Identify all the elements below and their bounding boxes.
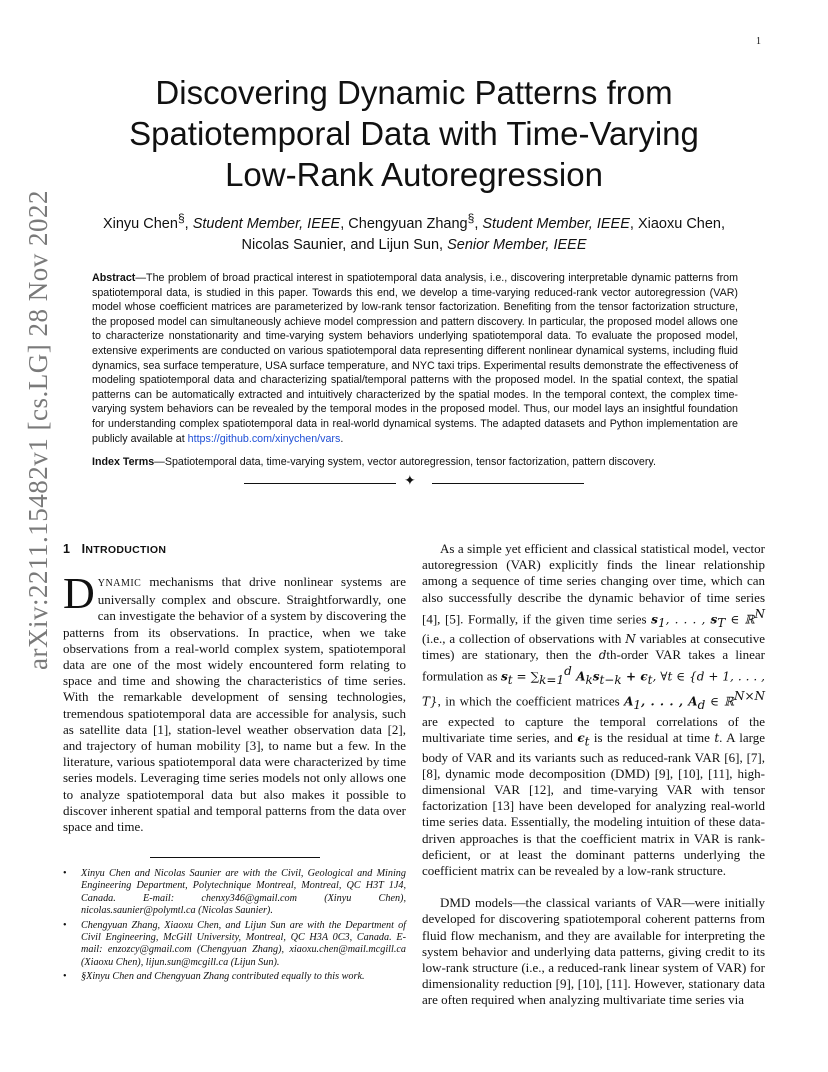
page-number: 1 xyxy=(756,36,761,47)
author-name: Xiaoxu Chen xyxy=(637,215,721,232)
abstract-end: . xyxy=(340,432,344,445)
author-role: Student Member, IEEE xyxy=(482,215,630,232)
math-subscript: t xyxy=(584,734,590,749)
index-terms xyxy=(92,455,738,470)
math-text: ∈ ℝ xyxy=(725,612,755,627)
footnote-item xyxy=(63,971,406,983)
paragraph-text: , in which the coefficient matrices xyxy=(437,693,625,709)
drop-cap: D xyxy=(63,569,95,618)
footnote-item xyxy=(63,920,406,970)
paragraph-text: th-order VAR takes a linear formulation as xyxy=(422,647,765,684)
math-text: N xyxy=(625,631,636,646)
math-series-symbol: s xyxy=(651,612,658,627)
math-text: , . . . , A xyxy=(641,694,698,709)
paragraph-text: . A large body of VAR and its variants such as reduced-rank VAR [6], [7], [8], dynamic mode decomposition (DMD) [9], [10], [11], high-dimensional VAR [12], and time-varying VAR with tensor factorization [13] have been developed for analyzing real-world time series data. Essentially, the modeling intuition of these data-driven approaches is that the coefficient matrix in VAR is rank-deficient, or at least the dominant patterns underlying the coefficient matrix can be revealed by a low-rank structure. xyxy=(422,729,765,879)
section-title-initial: I xyxy=(81,542,86,556)
math-text: A xyxy=(624,694,634,709)
author-name: Chengyuan Zhang xyxy=(348,215,468,232)
footnote-item xyxy=(63,868,406,918)
math-subscript: d xyxy=(697,698,706,713)
footnote-text: Xinyu Chen and Nicolas Saunier are with the Civil, Geological and Mining Engineering Department, Polytechnique Montreal, Montreal, QC H3T 1J4, Canada. E-mail: chenxy346@gmail.com (Xinyu Chen), nicolas.saunier@polymtl.ca (Nicolas Saunier). xyxy=(81,868,406,917)
bullet-icon: • xyxy=(63,919,67,931)
paper-title xyxy=(100,72,728,195)
separator-diamond-icon: ✦ xyxy=(404,474,416,489)
math-text: + ϵ xyxy=(621,669,648,684)
abstract xyxy=(92,271,738,446)
math-subscript: t xyxy=(647,673,653,688)
math-superscript: N xyxy=(754,606,765,621)
section-number: 1 xyxy=(63,542,71,556)
section-separator xyxy=(244,476,584,492)
math-text: = ∑ xyxy=(512,669,540,684)
math-text: s xyxy=(592,669,600,684)
lead-small-caps: YNAMIC xyxy=(97,578,142,589)
math-text: ∈ ℝ xyxy=(705,694,734,709)
arxiv-identifier-stamp: arXiv:2211.15482v1 [cs.LG] 28 Nov 2022 xyxy=(23,190,53,670)
author-role: Senior Member, IEEE xyxy=(447,236,587,253)
math-equation: s xyxy=(501,669,508,684)
math-superscript: N×N xyxy=(733,689,765,704)
math-text: t xyxy=(714,730,720,745)
author-conjunction: and xyxy=(350,236,375,253)
author-role: Student Member, IEEE xyxy=(192,215,341,232)
math-text: ϵ xyxy=(577,730,585,745)
title-line-2: Spatiotemporal Data with Time-Varying xyxy=(129,115,699,152)
equal-contribution-mark: § xyxy=(467,211,475,225)
code-repository-link[interactable]: https://github.com/xinychen/vars xyxy=(187,432,341,445)
paragraph-text: is the residual at time xyxy=(589,729,715,745)
math-series-symbol: s xyxy=(710,612,718,627)
dmd-paragraph: DMD models—the classical variants of VAR—were initially developed for discovering spatiotemporal coherent patterns from fluid flow mechanism, and they are available for interpreting the system behavior and underlying data patterns, giving credit to its low-rank structure (i.e., a reduced-rank linear system of VAR) for dimensionality reduction [9], [10], [11]. However, stationary data are often required when analyzing multivariate time series via xyxy=(422,895,765,1008)
math-text: , ∀t ∈ {d + 1, . . . , T} xyxy=(422,669,765,709)
author-line-1: Xinyu Chen§, Student Member, IEEE, Chengyuan Zhang§, Student Member, IEEE, Xiaoxu Chen, xyxy=(102,211,726,232)
author-list xyxy=(70,208,758,256)
title-line-1: Discovering Dynamic Patterns from xyxy=(155,74,673,111)
abstract-label: Abstract xyxy=(92,272,136,284)
footnote-text: Chengyuan Zhang, Xiaoxu Chen, and Lijun Sun are with the Department of Civil Engineering, McGill University, Montreal, QC H3A 0C3, Canada. E-mail: enzozcy@gmail.com (Chengyuan Zhang), xiaoxu.chen@mail.mcgill.ca (Xiaoxu Chen), lijun.sun@mcgill.ca (Lijun Sun). xyxy=(81,919,406,968)
index-terms-text: —Spatiotemporal data, time-varying system, vector autoregression, tensor factorization, pattern discovery. xyxy=(154,456,656,468)
math-subscript: k=1 xyxy=(539,673,565,688)
var-paragraph xyxy=(422,541,765,879)
bullet-icon: • xyxy=(63,971,67,983)
footnote-text: §Xinyu Chen and Chengyuan Zhang contributed equally to this work. xyxy=(81,971,365,983)
author-name: Xinyu Chen xyxy=(102,215,178,232)
paragraph-text: variables at consecutive times) are stationary, then the xyxy=(422,630,765,663)
math-subscript: t xyxy=(507,673,513,688)
separator-line xyxy=(432,483,584,484)
math-superscript: d xyxy=(564,664,572,679)
footnotes xyxy=(63,868,406,986)
separator-line xyxy=(244,483,396,484)
equal-contribution-mark: § xyxy=(177,211,185,225)
math-text: d xyxy=(598,648,607,663)
author-name: Nicolas Saunier xyxy=(241,236,343,253)
footnote-rule xyxy=(150,857,320,858)
math-text: , . . . , xyxy=(665,612,711,627)
right-column-body xyxy=(422,541,765,1009)
math-subscript: k xyxy=(585,673,593,688)
paragraph-text: (i.e., a collection of observations with xyxy=(422,630,626,646)
paragraph-text: mechanisms that drive nonlinear systems are universally complex and obscure. Straightforwardly, one can investigate the behavior of a system by discovering the patterns from its observations. In practice, when we take observations from a real-world complex system, spatiotemporal data are one of the most widely encountered form relating to space and time and showing the characteristics of time series. With the remarkable development of sensing technologies, tremendous spatiotemporal data are accessible for analysis, such as satellite data [1], station-level weather observation data [2], and trajectory of human mobility [3], to name but a few. In the literature, various spatiotemporal data were characterized by time series models. Leveraging time series models not only allows one to analyze spatiotemporal data but also makes it possible to discover inherent spatial and temporal patterns from the data over space and time. xyxy=(63,574,406,835)
abstract-text: —The problem of broad practical interest in spatiotemporal data analysis, i.e., discovering interpretable dynamic patterns from spatiotemporal data, is studied in this paper. Towards this end, we develop a time-varying reduced-rank vector autoregression (VAR) model whose coefficient matrices are parameterized by low-rank tensor factorization. Benefiting from the tensor factorization structure, the proposed model can simultaneously achieve model compression and pattern discovery. In particular, the proposed model allows one to characterize nonstationarity and time-varying system behaviors underlying spatiotemporal data. To evaluate the proposed model, extensive experiments are conducted on various spatiotemporal data representing different nonlinear dynamical systems, including fluid dynamics, sea surface temperature, USA surface temperature, and NYC taxi trips. Experimental results demonstrate the effectiveness of modeling spatiotemporal data and characterizing spatial/temporal patterns with the proposed model. In the spatial context, the spatial patterns can be automatically extracted and intuitively characterized by the spatial modes. In the temporal context, the complex time-varying system behaviors can be revealed by the temporal modes in the proposed model. Thus, our model lays an insightful foundation for understanding complex spatiotemporal data in real-world dynamical systems. The adapted datasets and Python implementation are publicly available at xyxy=(92,272,738,445)
math-subscript: 1 xyxy=(657,615,666,630)
author-name: Lijun Sun xyxy=(378,236,440,253)
title-line-3: Low-Rank Autoregression xyxy=(225,156,603,193)
math-text: A xyxy=(571,669,586,684)
section-title-rest: NTRODUCTION xyxy=(85,544,167,556)
math-subscript: T xyxy=(717,615,726,630)
index-terms-label: Index Terms xyxy=(92,456,155,468)
introduction-paragraph xyxy=(63,569,406,835)
section-heading xyxy=(63,542,166,556)
math-subscript: t−k xyxy=(599,673,622,688)
paragraph-text: are expected to capture the temporal correlations of the multivariate time series, and xyxy=(422,713,765,745)
author-line-2: Nicolas Saunier, and Lijun Sun, Senior Member, IEEE xyxy=(241,236,587,253)
bullet-icon: • xyxy=(63,868,67,879)
paragraph-text: As a simple yet efficient and classical statistical model, vector autoregression (VAR) explicitly finds the linear relationship among a sequence of time series changing over time, which can also successfully describe the dynamic behavior of time series [4], [5]. Formally, if the given time series xyxy=(422,541,765,627)
math-subscript: 1 xyxy=(633,698,642,713)
